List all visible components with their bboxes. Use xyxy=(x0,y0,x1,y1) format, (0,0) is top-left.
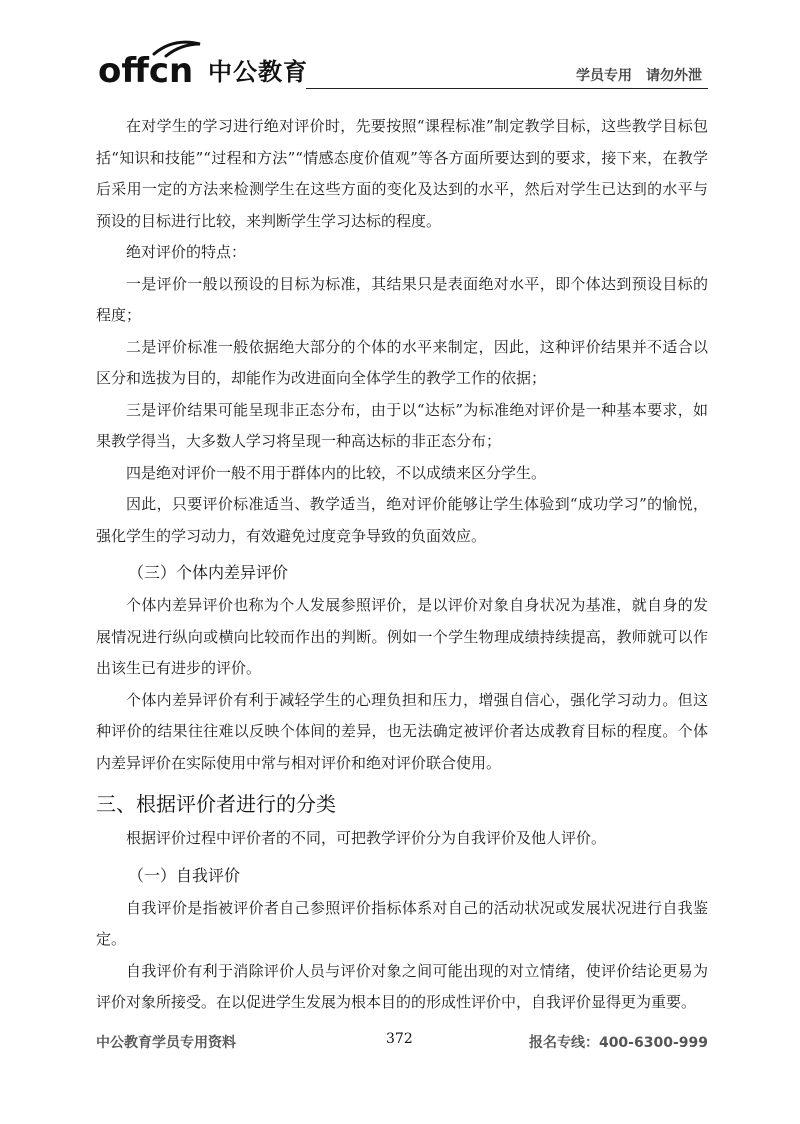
paragraph: 个体内差异评价有利于减轻学生的心理负担和压力，增强自信心，强化学习动力。但这种评价的结果往往难以反映个体间的差异，也无法确定被评价者达成教育目标的程度。个体内差异评价在实际使用中常与相对评价和绝对评价联合使用。 xyxy=(96,690,708,772)
page-header xyxy=(96,38,708,90)
header-confidential-tag: 学员专用 请勿外泄 xyxy=(576,68,702,84)
paragraph: 二是评价标准一般依据绝大部分的个体的水平来制定，因此，这种评价结果并不适合以区分和选拔为目的，却能作为改进面向全体学生的教学工作的依据； xyxy=(96,337,708,387)
paragraph: 一是评价一般以预设的目标为标准，其结果只是表面绝对水平，即个体达到预设目标的程度； xyxy=(96,274,708,324)
paragraph: 三是评价结果可能呈现非正态分布，由于以“达标”为标准绝对评价是一种基本要求，如果教学得当，大多数人学习将呈现一种高达标的非正态分布； xyxy=(96,400,708,450)
logo-chinese-name: 中公教育 xyxy=(208,58,308,86)
paragraph: 因此，只要评价标准适当、教学适当，绝对评价能够让学生体验到“成功学习”的愉悦，强化学生的学习动力，有效避免过度竞争导致的负面效应。 xyxy=(96,495,708,545)
paragraph: 绝对评价的特点： xyxy=(126,243,247,261)
section-heading: （三）个体内差异评价 xyxy=(128,563,289,582)
svg-text:offcn: offcn xyxy=(98,51,194,90)
paragraph: 个体内差异评价也称为个人发展参照评价，是以评价对象自身状况为基准，就自身的发展情况进行纵向或横向比较而作出的判断。例如一个学生物理成绩持续提高，教师就可以作出该生已有进步的评价。 xyxy=(96,596,708,677)
page-body xyxy=(96,111,708,1019)
paragraph: 自我评价是指被评价者自己参照评价指标体系对自己的活动状况或发展状况进行自我鉴定。 xyxy=(96,898,708,948)
footer-source: 中公教育学员专用资料 xyxy=(96,1035,236,1051)
section-heading: （一）自我评价 xyxy=(128,865,241,885)
offcn-logo xyxy=(96,38,336,90)
footer-hotline: 报名专线：400-6300-999 xyxy=(528,1035,708,1051)
paragraph: 根据评价过程中评价者的不同，可把教学评价分为自我评价及他人评价。 xyxy=(126,829,607,847)
offcn-logo-mark xyxy=(96,38,208,90)
chapter-heading: 三、根据评价者进行的分类 xyxy=(96,792,336,816)
paragraph: 四是绝对评价一般不用于群体内的比较，不以成绩来区分学生。 xyxy=(126,463,547,482)
page-number: 372 xyxy=(386,1031,413,1047)
header-rule xyxy=(306,88,708,89)
paragraph: 自我评价有利于消除评价人员与评价对象之间可能出现的对立情绪，使评价结论更易为评价对象所接受。在以促进学生发展为根本目的的形成性评价中，自我评价显得更为重要。 xyxy=(96,961,708,1011)
paragraph: 在对学生的学习进行绝对评价时，先要按照“课程标准”制定教学目标，这些教学目标包括“知识和技能”“过程和方法”“情感态度价值观”等各方面所要达到的要求，接下来，在教学后采用一定的方法来检测学生在这些方面的变化及达到的水平，然后对学生已达到的水平与预设的目标进行比较，来判断学生学习达标的程度。 xyxy=(96,117,708,230)
page-footer xyxy=(96,1030,708,1054)
